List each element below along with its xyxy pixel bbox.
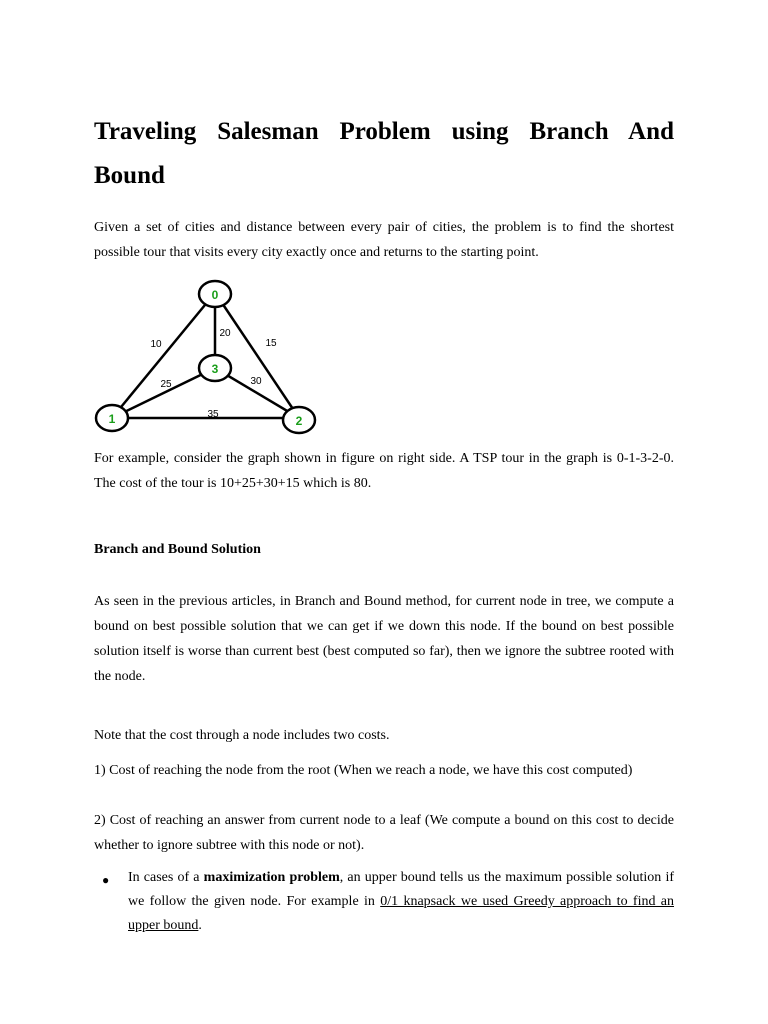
knapsack-link[interactable]: 0/1 knapsack we used Greedy approach to find an upper bound: [128, 894, 674, 933]
svg-text:0: 0: [211, 288, 219, 302]
svg-text:1: 1: [108, 412, 116, 426]
node-1: [96, 405, 128, 431]
svg-text:2: 2: [295, 414, 303, 428]
tsp-graph: [94, 278, 324, 438]
node-3: [199, 355, 231, 381]
page-title: Traveling Salesman Problem using Branch And Bound: [94, 118, 674, 189]
bullet-middle: , an upper bound tells us the maximum possible solution if we follow the given node. For example in: [128, 870, 674, 909]
tsp-graph-figure: [94, 278, 324, 438]
weight-3-2: 30: [250, 376, 262, 387]
example-paragraph: For example, consider the graph shown in figure on right side. A TSP tour in the graph is 0-1-3-2-0. The cost of the tour is 10+25+30+15 which is 80.: [94, 451, 674, 491]
edge-1-3: [112, 368, 215, 418]
edge-0-1: [112, 294, 214, 418]
svg-text:3: 3: [211, 362, 219, 376]
weight-0-1: 10: [150, 339, 162, 350]
node-0: [199, 281, 231, 307]
bullet-icon: ●: [102, 873, 110, 887]
bnb-paragraph: As seen in the previous articles, in Branch and Bound method, for current node in tree, we compute a bound on best possible solution that we can get if we down this node. If the bound on best possible solution itself is worse than current best (best computed so far), then we ignore the subtree rooted with the node.: [94, 594, 674, 684]
intro-paragraph: Given a set of cities and distance between every pair of cities, the problem is to find the shortest possible tour that visits every city exactly once and returns to the starting point.: [94, 220, 674, 260]
weight-1-2: 35: [207, 409, 219, 420]
cost-item-1: 1) Cost of reaching the node from the root (When we reach a node, we have this cost computed): [94, 763, 633, 778]
bullet-item: [128, 866, 674, 938]
bullet-prefix: In cases of a: [128, 870, 204, 885]
node-2: [283, 407, 315, 433]
weight-1-3: 25: [160, 379, 172, 390]
weight-0-2: 15: [265, 338, 277, 349]
edge-0-2: [216, 294, 299, 418]
cost-item-2: 2) Cost of reaching an answer from current node to a leaf (We compute a bound on this cost to decide whether to ignore subtree with this node or not).: [94, 813, 674, 853]
bullet-bold: maximization problem: [203, 870, 340, 885]
bullet-suffix: .: [198, 918, 202, 933]
note-paragraph: Note that the cost through a node includes two costs.: [94, 728, 390, 743]
weight-0-3: 20: [219, 328, 231, 339]
section-heading: Branch and Bound Solution: [94, 542, 261, 557]
